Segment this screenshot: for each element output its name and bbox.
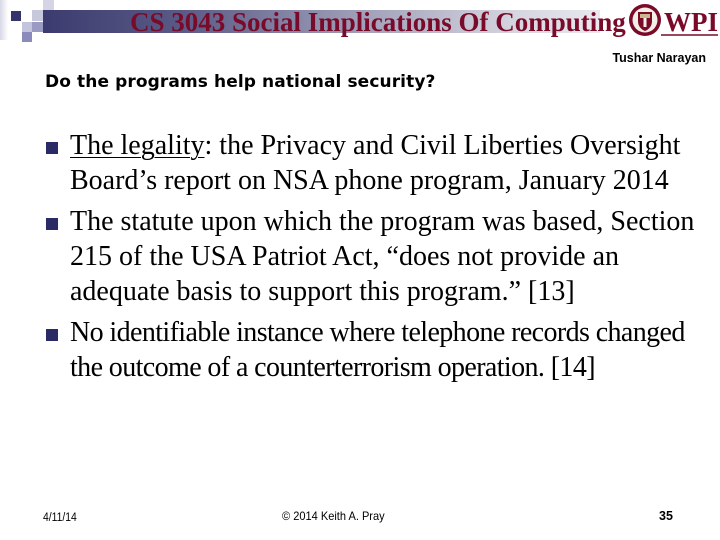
deco-square (22, 32, 32, 42)
author-name: Tushar Narayan (612, 51, 706, 65)
page-number: 35 (659, 509, 673, 523)
bullet-item (44, 315, 704, 385)
wpi-seal-icon (628, 2, 718, 40)
deco-square (32, 22, 43, 32)
deco-square (32, 10, 43, 21)
bullet-text: : the Privacy and Civil Liberties Oversight Board’s report on NSA phone program, January 2014 (70, 130, 681, 196)
deco-square (0, 0, 8, 40)
footer-copyright: © 2014 Keith A. Pray (282, 509, 385, 523)
bullet-list (44, 128, 704, 391)
slide-title: Do the programs help national security? (45, 72, 436, 92)
logo-text: WPI (664, 7, 718, 37)
footer-date: 4/11/14 (43, 512, 77, 524)
deco-square (22, 22, 32, 32)
wpi-logo (628, 2, 718, 40)
bullet-square-icon (46, 329, 58, 341)
bullet-item (44, 204, 704, 309)
bullet-square-icon (46, 218, 58, 230)
course-title: CS 3043 Social Implications Of Computing (130, 7, 626, 37)
bullet-item (44, 128, 704, 198)
bullet-label: The legality (70, 130, 205, 161)
deco-square (11, 11, 21, 21)
bullet-square-icon (46, 142, 58, 154)
bullet-text: The statute upon which the program was based, Section 215 of the USA Patriot Act, “does not provide an adequate basis to support this program.” [13] (70, 206, 695, 307)
bullet-text: No identifiable instance where telephone records changed the outcome of a counterterrorism operation. [14] (70, 317, 685, 383)
